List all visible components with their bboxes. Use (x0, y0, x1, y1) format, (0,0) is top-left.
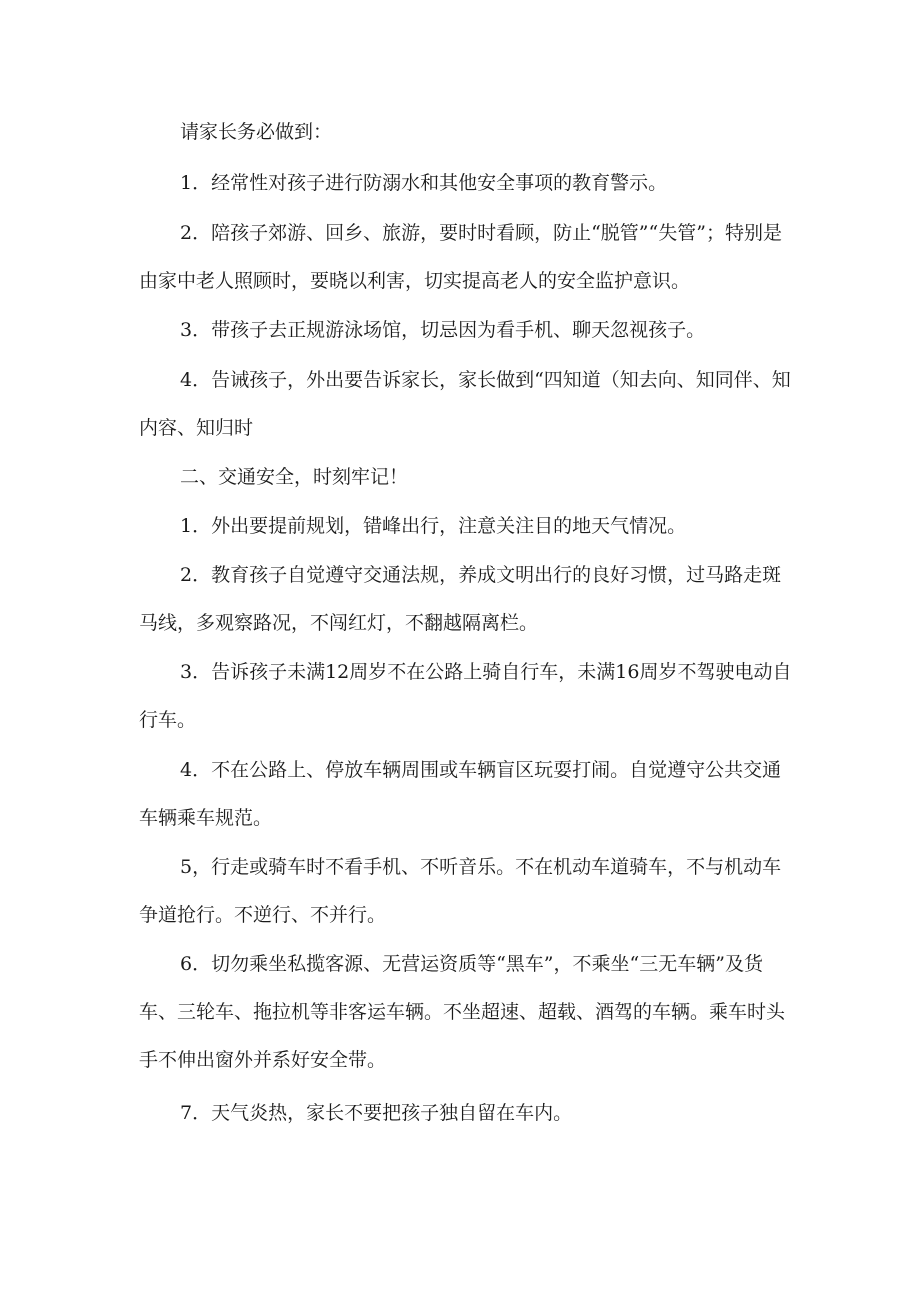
paragraph-item (139, 209, 799, 305)
paragraph-text: 1．外出要提前规划，错峰出行，注意关注目的地天气情况。 (180, 515, 687, 537)
paragraph-text: 4．不在公路上、停放车辆周围或车辆盲区玩耍打闹。自觉遵守公共交通车辆乘车规范。 (139, 759, 782, 829)
paragraph-text: 4．告诫孩子，外出要告诉家长，家长做到“四知道（知去向、知同伴、知内容、知归时 (139, 369, 791, 439)
paragraph-text: 3．告诉孩子未满12周岁不在公路上骑自行车，未满16周岁不驾驶电动自行车。 (139, 661, 792, 731)
paragraph-item (139, 306, 799, 354)
paragraph-item (139, 1089, 799, 1137)
paragraph-item (139, 648, 799, 744)
paragraph-text: 1．经常性对孩子进行防溺水和其他安全事项的教育警示。 (180, 172, 668, 194)
paragraph-text: 7．天气炎热，家长不要把孩子独自留在车内。 (180, 1102, 573, 1124)
paragraph-item (139, 940, 799, 1084)
section-heading-traffic-safety (139, 453, 799, 501)
paragraph-text: 2．教育孩子自觉遵守交通法规，养成文明出行的良好习惯，过马路走斑马线，多观察路况，不闯红灯，不翻越隔离栏。 (139, 564, 782, 634)
paragraph-text: 2．陪孩子郊游、回乡、旅游，要时时看顾，防止“脱管”“失管”；特别是由家中老人照顾时，要晓以利害，切实提高老人的安全监护意识。 (139, 222, 782, 292)
paragraph-item (139, 746, 799, 842)
paragraph-text: 请家长务必做到： (180, 121, 333, 143)
paragraph-text: 5，行走或骑车时不看手机、不听音乐。不在机动车道骑车，不与机动车争道抢行。不逆行、不并行。 (139, 856, 782, 926)
paragraph-intro (139, 108, 799, 156)
paragraph-text: 二、交通安全，时刻牢记！ (180, 466, 409, 488)
paragraph-item (139, 502, 799, 550)
paragraph-item (139, 551, 799, 647)
paragraph-item (139, 356, 799, 452)
paragraph-item (139, 843, 799, 939)
paragraph-item (139, 159, 799, 207)
paragraph-text: 6．切勿乘坐私揽客源、无营运资质等“黑车”，不乘坐“三无车辆”及货车、三轮车、拖拉机等非客运车辆。不坐超速、超载、酒驾的车辆。乘车时头手不伸出窗外并系好安全带。 (139, 953, 786, 1071)
paragraph-text: 3．带孩子去正规游泳场馆，切忌因为看手机、聊天忽视孩子。 (180, 319, 706, 341)
